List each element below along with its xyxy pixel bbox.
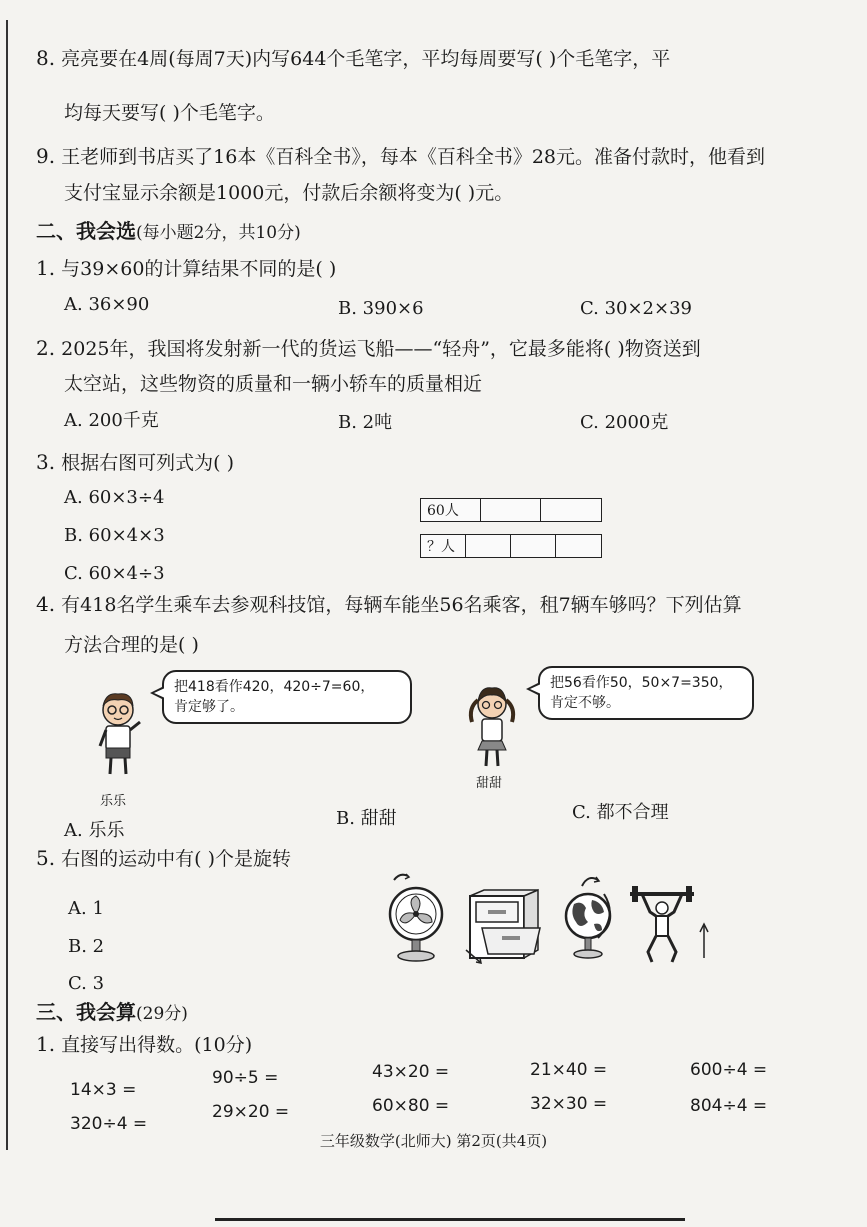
choice-q4-line2: 方法合理的是( ) xyxy=(64,634,199,656)
speech-bubble-lele xyxy=(162,670,412,724)
choice-q5-option-a: A. 1 xyxy=(68,898,104,919)
choice-q3-option-b: B. 60×4×3 xyxy=(64,525,165,546)
question-9-line2: 支付宝显示余额是1000元，付款后余额将变为( )元。 xyxy=(64,182,514,204)
question-8-line1: 8. 亮亮要在4周(每周7天)内写644个毛笔字，平均每周要写( )个毛笔字，平 xyxy=(36,46,671,70)
speech-bubble-tiantian xyxy=(538,666,754,720)
choice-q1-stem: 1. 与39×60的计算结果不同的是( ) xyxy=(36,256,337,280)
choice-q3-stem: 3. 根据右图可列式为( ) xyxy=(36,450,235,474)
bar-unknown-segment xyxy=(511,535,556,557)
girl-tiantian-illustration xyxy=(462,680,522,770)
choice-q2-option-c: C. 2000克 xyxy=(580,412,669,433)
bubble-lele-line2: 肯定够了。 xyxy=(174,699,244,715)
choice-q5-option-b: B. 2 xyxy=(68,936,105,957)
section-3-heading: 三、我会算(29分) xyxy=(36,1000,188,1024)
kid-name-tiantian: 甜甜 xyxy=(476,776,503,791)
calc-item: 90÷5 = xyxy=(212,1068,279,1088)
electric-fan-icon xyxy=(380,872,450,964)
choice-q2-option-a: A. 200千克 xyxy=(64,410,159,431)
bubble-tiantian-line1: 把56看作50，50×7=350， xyxy=(550,675,733,691)
bottom-rule xyxy=(215,1218,685,1221)
calc-q1-stem: 1. 直接写出得数。(10分) xyxy=(36,1032,253,1056)
choice-q1-option-c: C. 30×2×39 xyxy=(580,298,692,319)
bar-unknown-label: ？人 xyxy=(421,535,466,557)
bubble-tiantian-line2: 肯定不够。 xyxy=(550,695,620,711)
bubble-lele-line1: 把418看作420，420÷7=60， xyxy=(174,679,375,695)
choice-q3-option-a: A. 60×3÷4 xyxy=(64,487,165,508)
calc-item: 600÷4 = xyxy=(690,1060,768,1080)
choice-q2-line1: 2. 2025年，我国将发射新一代的货运飞船——“轻舟”，它最多能将( )物资送到 xyxy=(36,336,701,360)
calc-item: 804÷4 = xyxy=(690,1096,768,1116)
calc-item: 14×3 = xyxy=(70,1080,137,1100)
calc-item: 320÷4 = xyxy=(70,1114,148,1134)
bar-known-label: 60人 xyxy=(421,499,481,521)
choice-q5-stem: 5. 右图的运动中有( )个是旋转 xyxy=(36,846,292,870)
kid-name-lele: 乐乐 xyxy=(100,794,127,809)
binding-margin-line xyxy=(6,20,8,1150)
question-8-line2: 均每天要写( )个毛笔字。 xyxy=(64,102,275,124)
choice-q5-option-c: C. 3 xyxy=(68,973,105,994)
section-2-heading: 二、我会选(每小题2分，共10分) xyxy=(36,219,301,243)
choice-q4-option-b: B. 甜甜 xyxy=(336,808,397,829)
calc-item: 43×20 = xyxy=(372,1062,450,1082)
calc-item: 60×80 = xyxy=(372,1096,450,1116)
choice-q4-option-c: C. 都不合理 xyxy=(572,802,669,823)
choice-q2-option-b: B. 2吨 xyxy=(338,412,393,433)
choice-q2-line2: 太空站，这些物资的质量和一辆小轿车的质量相近 xyxy=(64,373,483,395)
choice-q4-option-a: A. 乐乐 xyxy=(64,820,125,841)
choice-q3-option-c: C. 60×4÷3 xyxy=(64,563,165,584)
choice-q4-line1: 4. 有418名学生乘车去参观科技馆，每辆车能坐56名乘客，租7辆车够吗？下列估算 xyxy=(36,592,742,616)
page-footer: 三年级数学(北师大) 第2页(共4页) xyxy=(319,1132,548,1150)
globe-icon xyxy=(558,872,618,964)
bar-known-segment xyxy=(541,499,601,521)
question-9-line1: 9. 王老师到书店买了16本《百科全书》，每本《百科全书》28元。准备付款时，他看到 xyxy=(36,144,765,168)
weightlifter-icon xyxy=(628,886,714,966)
calc-item: 29×20 = xyxy=(212,1102,290,1122)
choice-q1-option-a: A. 36×90 xyxy=(64,294,150,315)
calc-item: 21×40 = xyxy=(530,1060,608,1080)
calc-item: 32×30 = xyxy=(530,1094,608,1114)
boy-lele-illustration xyxy=(92,688,148,778)
choice-q1-option-b: B. 390×6 xyxy=(338,298,424,319)
bar-unknown-segment xyxy=(556,535,601,557)
bar-diagram-unknown xyxy=(420,534,602,558)
drawer-cabinet-icon xyxy=(462,888,548,968)
bar-known-segment xyxy=(481,499,541,521)
bar-diagram-known xyxy=(420,498,602,522)
bar-unknown-segment xyxy=(466,535,511,557)
